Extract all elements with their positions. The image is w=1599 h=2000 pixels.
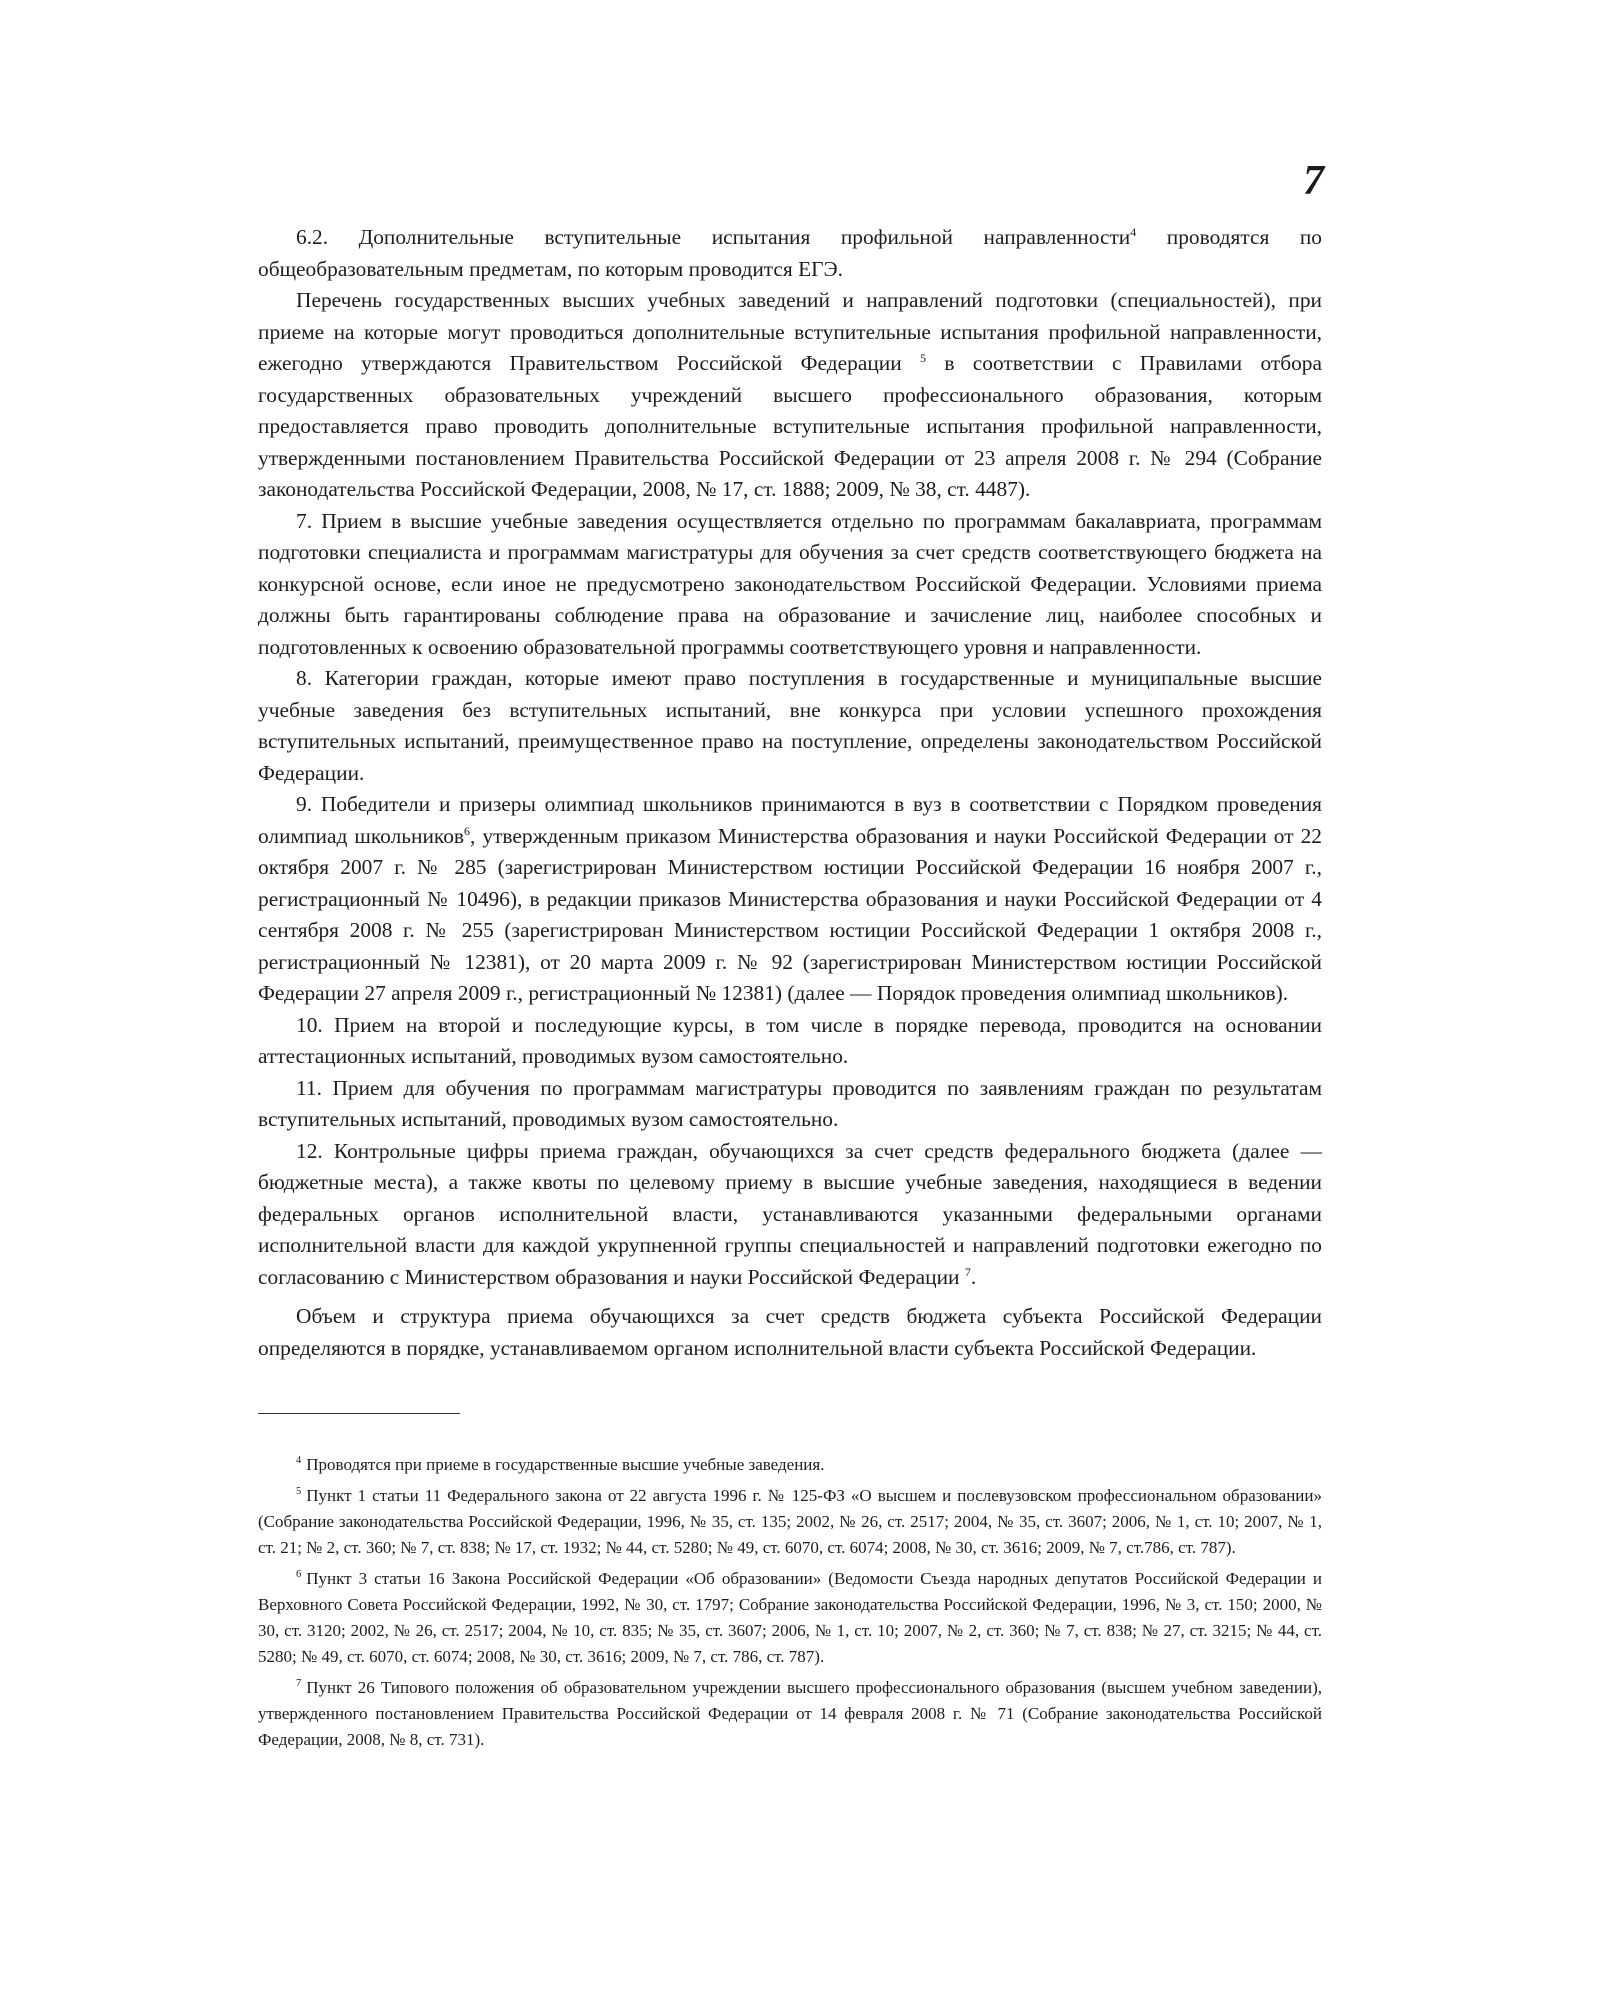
footnote-4: [258, 1452, 1322, 1478]
paragraph-text: Перечень государственных высших учебных заведений и направлений подготовки (специальностей), при приеме на которые могут проводиться дополнительные вступительные испытания профильной направленности, ежегодно утверждаются Правительством Российской Федерации: [258, 288, 1322, 375]
footnote-text: Пункт 3 статьи 16 Закона Российской Федерации «Об образовании» (Ведомости Съезда народных депутатов Российской Федерации и Верховного Совета Российской Федерации, 1992, № 30, ст. 1797; Собрание законодательства Российской Федерации, 1996, № 3, ст. 150; 2000, № 30, ст. 3120; 2002, № 26, ст. 2517; 2004, № 10, ст. 835; № 35, ст. 3607; 2006, № 1, ст. 10; 2007, № 2, ст. 360; № 7, ст. 838; № 27, ст. 3215; № 44, ст. 5280; № 49, ст. 6070, ст. 6074; 2008, № 30, ст. 3616; 2009, № 7, ст. 786, ст. 787).: [258, 1569, 1322, 1666]
paragraph-12-budget: [258, 1301, 1322, 1364]
footnote-text: Проводятся при приеме в государственные высшие учебные заведения.: [306, 1455, 825, 1474]
paragraph-text-continued: , утвержденным приказом Министерства образования и науки Российской Федерации от 22 октября 2007 г. № 285 (зарегистрирован Министерством юстиции Российской Федерации 16 ноября 2007 г., регистрационный № 10496), в редакции приказов Министерства образования и науки Российской Федерации от 4 сентября 2008 г. № 255 (зарегистрирован Министерством юстиции Российской Федерации 1 октября 2008 г., регистрационный № 12381), от 20 марта 2009 г. № 92 (зарегистрирован Министерством юстиции Российской Федерации 27 апреля 2009 г., регистрационный № 12381) (далее — Порядок проведения олимпиад школьников).: [258, 823, 1322, 1005]
paragraph-6-2: [258, 222, 1322, 285]
paragraph-text: 6.2. Дополнительные вступительные испытания профильной направленности: [296, 225, 1131, 249]
footnote-number: 5: [296, 1486, 302, 1498]
paragraph-text: 10. Прием на второй и последующие курсы, в том числе в порядке перевода, проводится на основании аттестационных испытаний, проводимых вузом самостоятельно.: [258, 1012, 1322, 1068]
paragraph-text-continued: .: [970, 1264, 977, 1289]
footnote-ref[interactable]: 5: [920, 350, 927, 365]
footnote-text: Пункт 1 статьи 11 Федерального закона от 22 августа 1996 г. № 125-ФЗ «О высшем и послевузовском профессиональном образовании» (Собрание законодательства Российской Федерации, 1996, № 35, ст. 135; 2002, № 26, ст. 2517; 2004, № 35, ст. 3607; 2006, № 1, ст. 10; 2007, № 1, ст. 21; № 2, ст. 360; № 7, ст. 838; № 17, ст. 1932; № 44, ст. 5280; № 49, ст. 6070, ст. 6074; 2008, № 30, ст. 3616; 2009, № 7, ст.786, ст. 787).: [258, 1486, 1322, 1557]
paragraph-12: [258, 1136, 1322, 1294]
paragraph-text: 11. Прием для обучения по программам магистратуры проводится по заявлениям граждан по результатам вступительных испытаний, проводимых вузом самостоятельно.: [258, 1075, 1322, 1131]
paragraph-7: [258, 506, 1322, 664]
main-text: [258, 222, 1322, 1364]
page-number: 7: [1303, 158, 1324, 204]
paragraph-9: [258, 789, 1322, 1010]
footnote-ref[interactable]: 4: [1130, 224, 1137, 239]
paragraph-text: 12. Контрольные цифры приема граждан, обучающихся за счет средств федерального бюджета (далее — бюджетные места), а также квоты по целевому приему в высшие учебные заведения, находящиеся в ведении федеральных органов исполнительной власти, устанавливаются указанными федеральными органами исполнительной власти для каждой укрупненной группы специальностей и направлений подготовки ежегодно по согласованию с Министерством образования и науки Российской Федерации: [258, 1138, 1322, 1289]
footnote-6: [258, 1566, 1322, 1670]
footnote-ref[interactable]: 7: [964, 1264, 971, 1279]
footnote-ref[interactable]: 6: [464, 823, 470, 838]
paragraph-11: [258, 1073, 1322, 1136]
paragraph-8: [258, 663, 1322, 789]
footnote-7: [258, 1675, 1322, 1753]
paragraph-text-continued: в соответствии с Правилами отбора государственных образовательных учреждений высшего профессионального образования, которым предоставляется право проводить дополнительные вступительные испытания профильной направленности, утвержденными постановлением Правительства Российской Федерации от 23 апреля 2008 г. № 294 (Собрание законодательства Российской Федерации, 2008, № 17, ст. 1888; 2009, № 38, ст. 4487).: [258, 351, 1322, 501]
paragraph-text: 9. Победители и призеры олимпиад школьников принимаются в вуз в соответствии с Порядком проведения олимпиад школьников: [258, 792, 1322, 848]
paragraph-10: [258, 1010, 1322, 1073]
paragraph-text: 7. Прием в высшие учебные заведения осуществляется отдельно по программам бакалавриата, программам подготовки специалиста и программам магистратуры для обучения за счет средств соответствующего бюджета на конкурсной основе, если иное не предусмотрено законодательством Российской Федерации. Условиями приема должны быть гарантированы соблюдение права на образование и зачисление лиц, наиболее способных и подготовленных к освоению образовательной программы соответствующего уровня и направленности.: [258, 508, 1322, 659]
footnote-number: 4: [296, 1455, 302, 1467]
footnote-divider: [258, 1413, 460, 1414]
footnote-5: [258, 1483, 1322, 1561]
paragraph-text-continued: проводятся по общеобразовательным предметам, по которым проводится ЕГЭ.: [258, 225, 1323, 281]
paragraph-6-2-list: [258, 285, 1322, 506]
paragraph-text: 8. Категории граждан, которые имеют право поступления в государственные и муниципальные высшие учебные заведения без вступительных испытаний, вне конкурса при условии успешного прохождения вступительных испытаний, преимущественное право на поступление, определены законодательством Российской Федерации.: [258, 666, 1322, 785]
footnote-text: Пункт 26 Типового положения об образовательном учреждении высшего профессионального образования (высшем учебном заведении), утвержденного постановлением Правительства Российской Федерации от 14 февраля 2008 г. № 71 (Собрание законодательства Российской Федерации, 2008, № 8, ст. 731).: [258, 1678, 1322, 1749]
footnotes: [258, 1452, 1322, 1758]
paragraph-text: Объем и структура приема обучающихся за счет средств бюджета субъекта Российской Федерации определяются в порядке, устанавливаемом органом исполнительной власти субъекта Российской Федерации.: [258, 1304, 1322, 1360]
footnote-number: 7: [296, 1678, 302, 1690]
footnote-number: 6: [296, 1569, 302, 1581]
